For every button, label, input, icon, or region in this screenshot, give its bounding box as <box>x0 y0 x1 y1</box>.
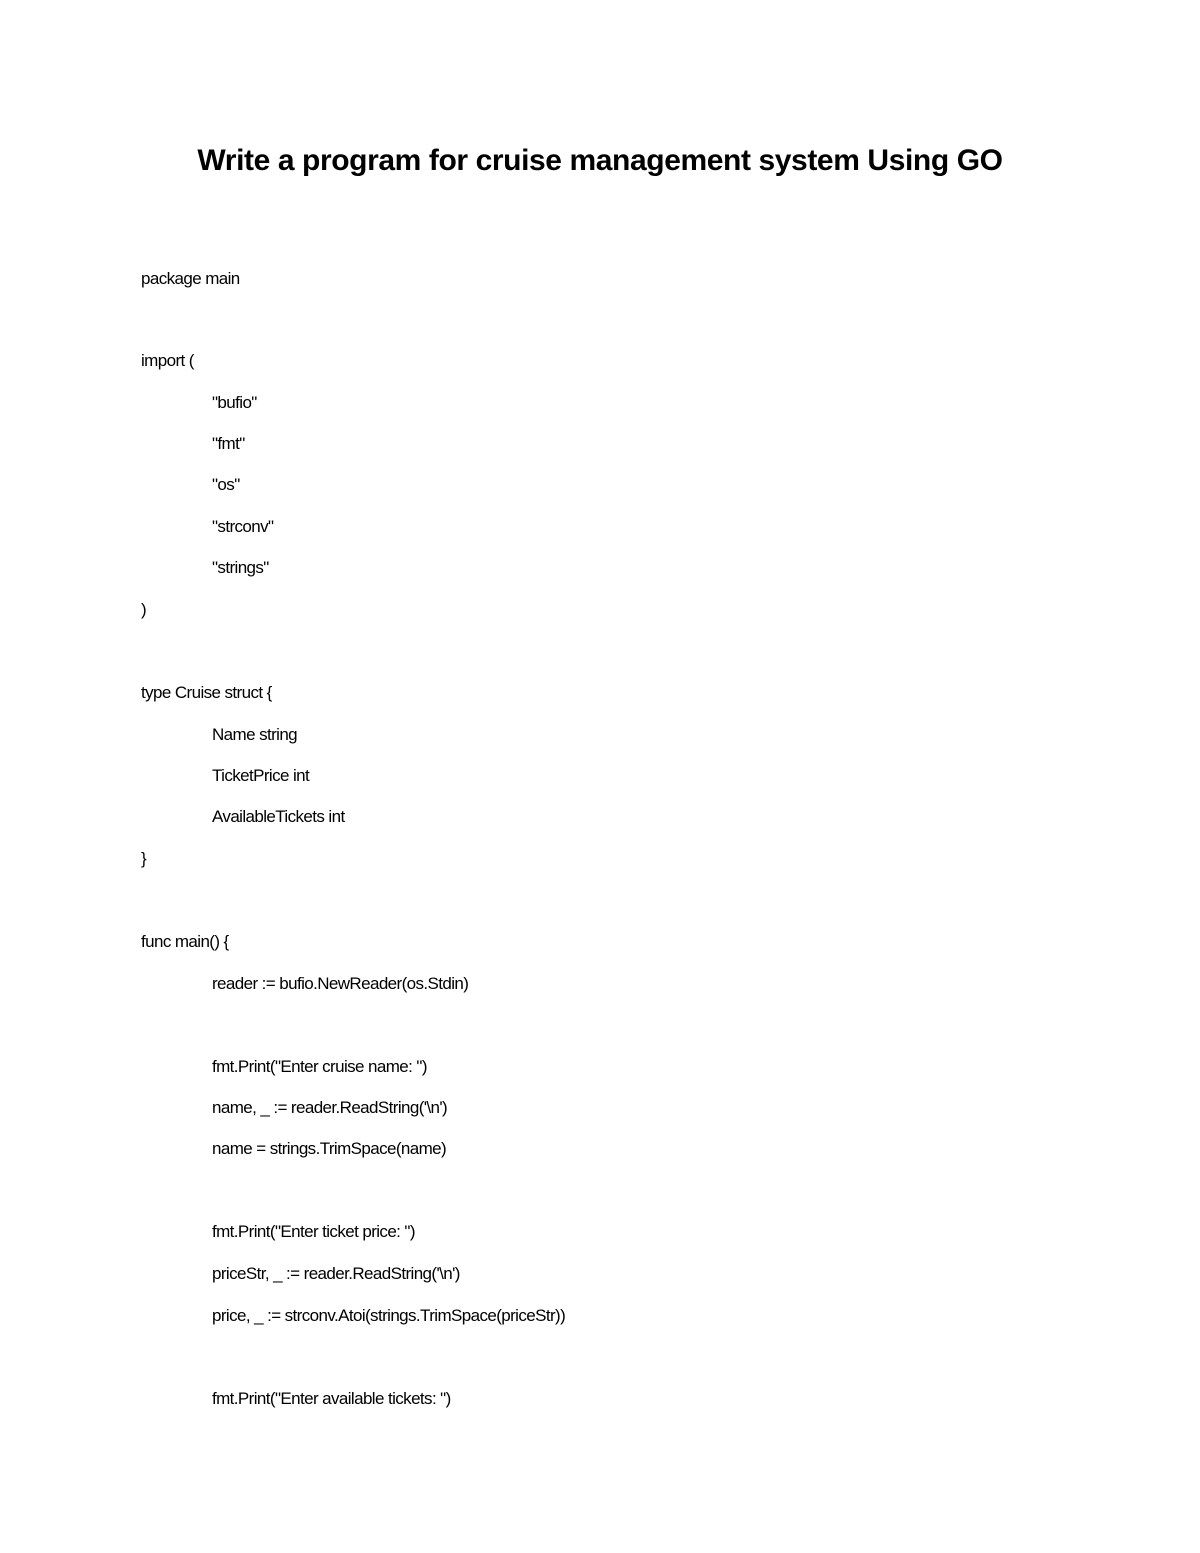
code-line: "fmt" <box>212 434 245 453</box>
code-line: Name string <box>212 725 298 744</box>
code-line: name = strings.TrimSpace(name) <box>212 1139 447 1158</box>
code-line: fmt.Print("Enter cruise name: ") <box>212 1057 427 1076</box>
code-line: TicketPrice int <box>212 766 310 785</box>
code-line: "strings" <box>212 558 269 577</box>
code-line: name, _ := reader.ReadString('\n') <box>212 1098 448 1117</box>
code-line: priceStr, _ := reader.ReadString('\n') <box>212 1264 460 1283</box>
code-line: } <box>141 849 147 868</box>
code-line: func main() { <box>141 932 229 951</box>
code-line: price, _ := strconv.Atoi(strings.TrimSpace(priceStr)) <box>212 1306 566 1325</box>
code-line: "strconv" <box>212 517 274 536</box>
code-line: ) <box>141 600 147 619</box>
code-line: "bufio" <box>212 393 257 412</box>
document-title: Write a program for cruise management system Using GO <box>197 144 1003 177</box>
code-line: fmt.Print("Enter available tickets: ") <box>212 1389 451 1408</box>
code-line: type Cruise struct { <box>141 683 272 702</box>
code-line: import ( <box>141 351 194 370</box>
code-line: AvailableTickets int <box>212 807 345 826</box>
code-line: package main <box>141 269 240 288</box>
code-line: reader := bufio.NewReader(os.Stdin) <box>212 974 469 993</box>
code-line: "os" <box>212 475 240 494</box>
code-line: fmt.Print("Enter ticket price: ") <box>212 1222 415 1241</box>
